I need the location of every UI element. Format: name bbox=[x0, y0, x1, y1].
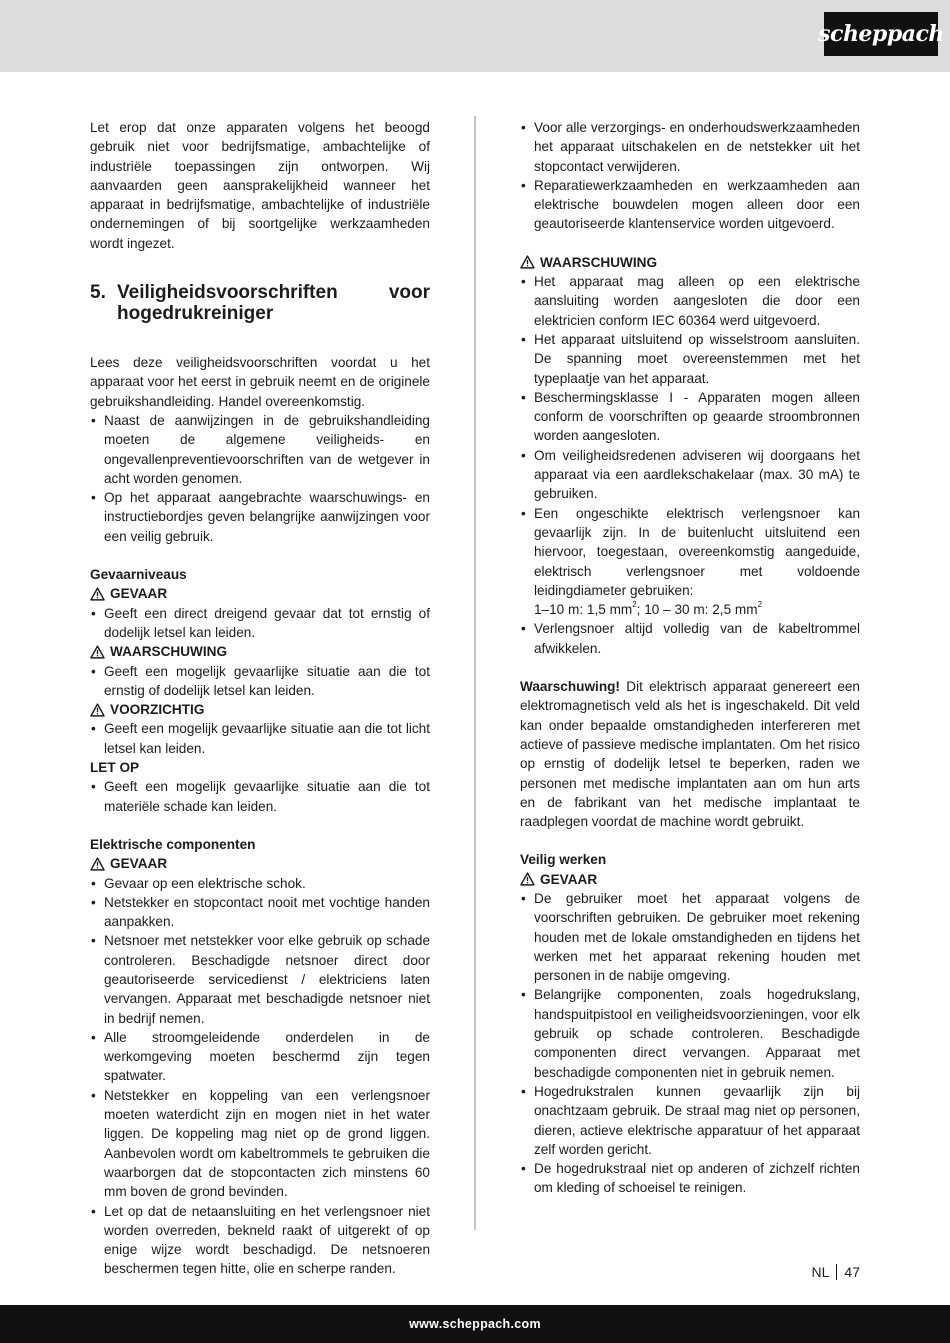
list-item: • Het apparaat uitsluitend op wisselstroom aansluiten. De spanning moet overeenstemmen met het typeplaatje van het apparaat. bbox=[520, 330, 860, 388]
level-letop: LET OP bbox=[90, 760, 140, 776]
emf-warning-paragraph bbox=[520, 677, 860, 831]
warning-triangle-icon bbox=[520, 255, 535, 269]
list-item: • Geeft een mogelijk gevaarlijke situatie aan die tot licht letsel kan leiden. bbox=[90, 719, 430, 758]
page-number-separator bbox=[836, 1264, 837, 1280]
level-label: GEVAAR bbox=[540, 871, 598, 887]
list-item: • Geeft een mogelijk gevaarlijke situatie aan die tot ernstig of dodelijk letsel kan leiden. bbox=[90, 662, 430, 701]
list-item: • Geeft een direct dreigend gevaar dat tot ernstig of dodelijk letsel kan leiden. bbox=[90, 604, 430, 643]
levels-heading: Gevaarniveaus bbox=[90, 567, 187, 583]
list-item: • Gevaar op een elektrische schok. bbox=[90, 874, 430, 893]
right-column bbox=[520, 118, 860, 1198]
cable-spec-part: 1–10 m: 1,5 mm bbox=[534, 602, 633, 618]
list-item: • Het apparaat mag alleen op een elektrische aansluiting worden aangesloten die door een elektricien conform IEC 60364 werd uitgevoerd. bbox=[520, 272, 860, 330]
electrical-heading: Elektrische componenten bbox=[90, 836, 256, 852]
warning-triangle-icon bbox=[520, 872, 535, 886]
language-code: NL bbox=[811, 1264, 830, 1280]
list-item: • Op het apparaat aangebrachte waarschuwings- en instructiebordjes geven belangrijke aanwijzingen voor een veilig gebruik. bbox=[90, 488, 430, 546]
list-item: • Netstekker en koppeling van een verlengsnoer moeten waterdicht zijn en mogen niet in het water liggen. De koppeling mag niet op de grond liggen. Aanbevolen wordt om kabeltrommels te gebruiken die waarborgen dat de stopcontacten zich minstens 60 mm boven de grond bevinden. bbox=[90, 1086, 430, 1202]
maintenance-bullet-list bbox=[520, 118, 860, 234]
emf-label: Waarschuwing! bbox=[520, 679, 620, 695]
cable-spec-part: ; 10 – 30 m: 2,5 mm bbox=[636, 602, 758, 618]
list-item: • Belangrijke componenten, zoals hogedrukslang, handspuitpistool en veiligheidsvoorzieningen, voor elk gebruik op schade controleren. Beschadigde componenten direct vervangen. Apparaat met beschadigde componenten niet in gebruik nemen. bbox=[520, 985, 860, 1081]
website-url: www.scheppach.com bbox=[409, 1317, 541, 1331]
column-divider bbox=[474, 116, 476, 1230]
safe-work-bullet-list bbox=[520, 889, 860, 1198]
electrical-bullet-list bbox=[90, 874, 430, 1279]
list-item: • Beschermingsklasse I - Apparaten mogen alleen conform de voorschriften op geaarde stroombronnen worden aangesloten. bbox=[520, 388, 860, 446]
list-item: • Geeft een mogelijk gevaarlijke situatie aan die tot materiële schade kan leiden. bbox=[90, 777, 430, 816]
level-label: WAARSCHUWING bbox=[110, 644, 228, 660]
list-item: • Hogedrukstralen kunnen gevaarlijk zijn bij onachtzaam gebruik. De straal mag niet op personen, dieren, actieve elektrische apparatuur of het apparaat zelf worden gericht. bbox=[520, 1082, 860, 1159]
level-label: GEVAAR bbox=[110, 586, 168, 602]
footer-bar bbox=[0, 1305, 950, 1343]
list-item: • Voor alle verzorgings- en onderhoudswerkzaamheden het apparaat uitschakelen en de netstekker uit het stopcontact verwijderen. bbox=[520, 118, 860, 176]
cable-spec bbox=[520, 600, 860, 619]
list-item: • Naast de aanwijzingen in de gebruikshandleiding moeten de algemene veiligheids- en ongevallenpreventievoorschriften van de wetgever in acht worden genomen. bbox=[90, 411, 430, 488]
level-label: VOORZICHTIG bbox=[110, 702, 205, 718]
list-item: • Let op dat de netaansluiting en het verlengsnoer niet worden overreden, bekneld raakt of uitgerekt of op enige wijze wordt beschadigd. De netsnoeren beschermen tegen hitte, olie en scherpe randen. bbox=[90, 1202, 430, 1279]
warning-triangle-icon bbox=[90, 857, 105, 871]
scheppach-logo: scheppach bbox=[824, 12, 938, 56]
header-bar bbox=[0, 0, 950, 72]
warning-triangle-icon bbox=[90, 587, 105, 601]
list-item: • De gebruiker moet het apparaat volgens de voorschriften gebruiken. De gebruiker moet rekening houden met de lokale omstandigheden en tijdens het werken met het apparaat rekening houden met personen in de nabije omgeving. bbox=[520, 889, 860, 985]
cable-spec-sup: 2 bbox=[757, 600, 763, 610]
list-item: • Reparatiewerkzaamheden en werkzaamheden aan elektrische bouwdelen mogen alleen door een geautoriseerde klantenservice worden uitgevoerd. bbox=[520, 176, 860, 234]
level-gevaar-list bbox=[90, 604, 430, 643]
list-item: • Netstekker en stopcontact nooit met vochtige handen aanpakken. bbox=[90, 893, 430, 932]
level-waarschuwing bbox=[90, 642, 430, 661]
level-label: GEVAAR bbox=[110, 856, 168, 872]
list-item: • De hogedrukstraal niet op anderen of zichzelf richten om kleding of schoeisel te reinigen. bbox=[520, 1159, 860, 1198]
emf-text: Dit elektrisch apparaat genereert een elektromagnetisch veld als het is ingeschakeld. Dit veld kan onder bepaalde omstandigheden interfereren met actieve of passieve medische implantaten. Om het risico op ernstig of dodelijk letsel te beperken, raden we personen met medische implantaten aan om hun arts en de fabrikant van het medische implantaat te raadplegen voordat de machine wordt gebruikt. bbox=[520, 679, 860, 830]
safe-work-heading: Veilig werken bbox=[520, 852, 607, 868]
list-item: • Verlengsnoer altijd volledig van de kabeltrommel afwikkelen. bbox=[520, 619, 860, 658]
cable-bullet-list bbox=[520, 619, 860, 658]
page-number-value: 47 bbox=[844, 1264, 860, 1280]
level-waarschuwing-list bbox=[90, 662, 430, 701]
left-column bbox=[90, 118, 430, 1279]
list-item: • Om veiligheidsredenen adviseren wij doorgaans het apparaat via een aardlekschakelaar (max. 30 mA) te gebruiken. bbox=[520, 446, 860, 504]
electrical-gevaar bbox=[90, 854, 430, 873]
list-item: • Een ongeschikte elektrisch verlengsnoer kan gevaarlijk zijn. In de buitenlucht uitsluitend een hiervoor, toegestaan, overeenkomstig aangeduide, elektrisch verlengsnoer met voldoende leidingdiameter gebruiken: bbox=[520, 504, 860, 600]
level-gevaar bbox=[90, 584, 430, 603]
level-voorzichtig-list bbox=[90, 719, 430, 758]
level-letop-list bbox=[90, 777, 430, 816]
right-waarschuwing bbox=[520, 253, 860, 272]
power-bullet-list bbox=[520, 272, 860, 600]
section-number: 5. bbox=[90, 282, 106, 304]
list-item: • Netsnoer met netstekker voor elke gebruik op schade controleren. Beschadigde netsnoer direct door geautoriseerde servicedienst / elektriciens laten vervangen. Apparaat met beschadigde netsnoer niet in bedrijf nemen. bbox=[90, 931, 430, 1027]
page-number bbox=[812, 1264, 860, 1280]
read-bullet-list bbox=[90, 411, 430, 546]
safe-work-gevaar bbox=[520, 870, 860, 889]
section-title: Veiligheidsvoorschriften voor hogedrukreiniger bbox=[117, 282, 430, 325]
level-voorzichtig bbox=[90, 700, 430, 719]
section-heading bbox=[90, 282, 430, 324]
intro-paragraph: Let erop dat onze apparaten volgens het beoogd gebruik niet voor bedrijfsmatige, ambachtelijke of industriële toepassingen zijn ontworpen. Wij aanvaarden geen aansprakelijkheid wanneer het apparaat in bedrijfsmatige, ambachtelijke of industriële ondernemingen of bij soortgelijke werkzaamheden wordt ingezet. bbox=[90, 120, 430, 251]
list-item: • Alle stroomgeleidende onderdelen in de werkomgeving moeten beschermd zijn tegen spatwater. bbox=[90, 1028, 430, 1086]
cable-spec-sup: 2 bbox=[632, 600, 637, 610]
read-instructions: Lees deze veiligheidsvoorschriften voordat u het apparaat voor het eerst in gebruik neemt en de originele gebruikshandleiding. Handel overeenkomstig. bbox=[90, 355, 430, 409]
warning-triangle-icon bbox=[90, 645, 105, 659]
warning-triangle-icon bbox=[90, 703, 105, 717]
level-label: WAARSCHUWING bbox=[540, 254, 658, 270]
